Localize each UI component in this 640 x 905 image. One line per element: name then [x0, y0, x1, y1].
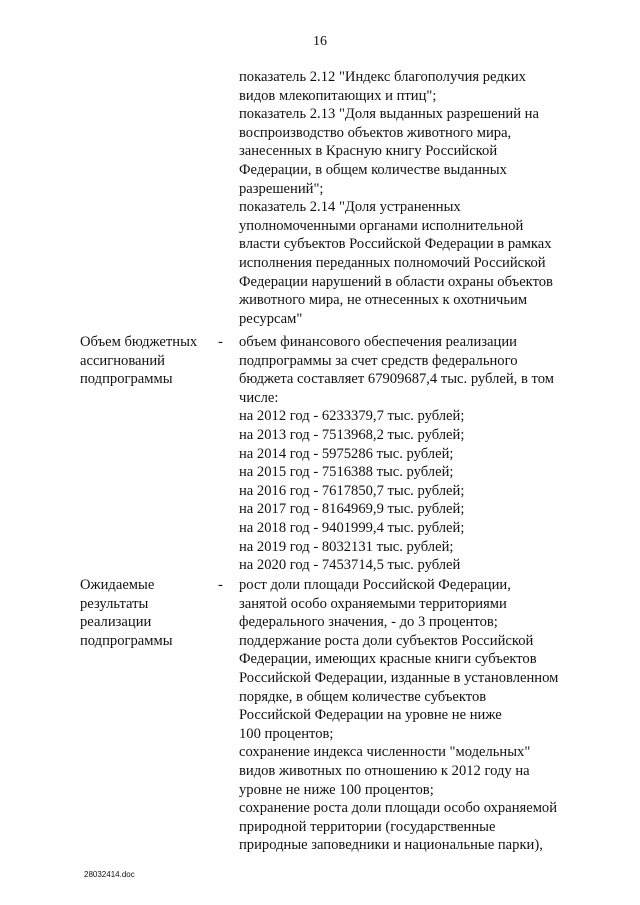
budget-text-line: на 2015 год - 7516388 тыс. рублей; [239, 464, 454, 481]
results-text-line: сохранение роста доли площади особо охраняемой [239, 800, 558, 817]
results-text-line: Федерации, имеющих красные книги субъектов [239, 651, 537, 668]
results-text-line: 100 процентов; [239, 725, 334, 742]
section-dash: - [218, 334, 223, 350]
results-text-line: федерального значения, - до 3 процентов; [239, 614, 498, 631]
indicator-text-line: видов млекопитающих и птиц"; [239, 87, 437, 104]
budget-text-line: числе: [239, 389, 279, 406]
indicator-text-line: уполномоченными органами исполнительной [239, 217, 524, 234]
section-label-line: подпрограммы [80, 632, 173, 649]
budget-text-line: объем финансового обеспечения реализации [239, 334, 517, 350]
section-label-line: Объем бюджетных [80, 334, 198, 350]
budget-text-line: на 2013 год - 7513968,2 тыс. рублей; [239, 427, 465, 443]
results-text-line: природной территории (государственные [239, 818, 496, 835]
results-text-line: порядке, в общем количестве субъектов [239, 688, 487, 705]
indicator-text-line: разрешений"; [239, 180, 324, 197]
indicator-text-line: исполнения переданных полномочий Российской [239, 255, 546, 271]
section-label-line: подпрограммы [80, 371, 173, 388]
results-text-line: видов животных по отношению к 2012 году на [239, 763, 530, 779]
budget-text-line: на 2014 год - 5975286 тыс. рублей; [239, 445, 454, 462]
budget-text-line: на 2020 год - 7453714,5 тыс. рублей [239, 557, 461, 574]
budget-text-line: бюджета составляет 67909687,4 тыс. рублей, в том [239, 371, 554, 388]
results-text-line: Российской Федерации, изданные в установленном [239, 670, 559, 686]
section-label-line: Ожидаемые [80, 577, 155, 593]
budget-text-line: на 2012 год - 6233379,7 тыс. рублей; [239, 408, 465, 425]
section-label-line: реализации [80, 614, 152, 631]
results-text-line: сохранение индекса численности "модельных" [239, 744, 531, 761]
budget-text-line: на 2019 год - 8032131 тыс. рублей; [239, 538, 454, 555]
results-text-line: уровне не ниже 100 процентов; [239, 781, 434, 798]
indicator-text-line: занесенных в Красную книгу Российской [239, 143, 498, 160]
results-text-line: природные заповедники и национальные парки), [239, 837, 543, 854]
indicator-text-line: Федерации нарушений в области охраны объектов [239, 273, 553, 290]
section-label-line: результаты [80, 595, 149, 612]
section-dash: - [218, 577, 223, 593]
indicator-text-line: власти субъектов Российской Федерации в рамках [239, 236, 552, 253]
indicator-text-line: ресурсам" [239, 310, 303, 327]
budget-text-line: на 2016 год - 7617850,7 тыс. рублей; [239, 482, 465, 499]
budget-text-line: на 2018 год - 9401999,4 тыс. рублей; [239, 520, 465, 536]
indicator-text-line: показатель 2.14 "Доля устраненных [239, 199, 461, 216]
indicator-text-line: Федерации, в общем количестве выданных [239, 162, 507, 178]
results-text-line: Российской Федерации на уровне не ниже [239, 707, 502, 724]
indicator-text-line: показатель 2.13 "Доля выданных разрешений на [239, 106, 539, 123]
indicator-text-line: животного мира, не отнесенных к охотничьим [239, 292, 528, 309]
page-number: 16 [313, 34, 327, 49]
indicator-text-line: воспроизводство объектов животного мира, [239, 124, 512, 141]
budget-text-line: на 2017 год - 8164969,9 тыс. рублей; [239, 501, 465, 518]
results-text-line: рост доли площади Российской Федерации, [239, 577, 511, 593]
footer-filename: 28032414.doc [84, 870, 135, 879]
budget-text-line: подпрограммы за счет средств федерального [239, 352, 518, 369]
indicator-text-line: показатель 2.12 "Индекс благополучия редких [239, 69, 526, 85]
section-label-line: ассигнований [80, 352, 165, 369]
results-text-line: занятой особо охраняемыми территориями [239, 595, 507, 612]
results-text-line: поддержание роста доли субъектов Российской [239, 632, 534, 649]
